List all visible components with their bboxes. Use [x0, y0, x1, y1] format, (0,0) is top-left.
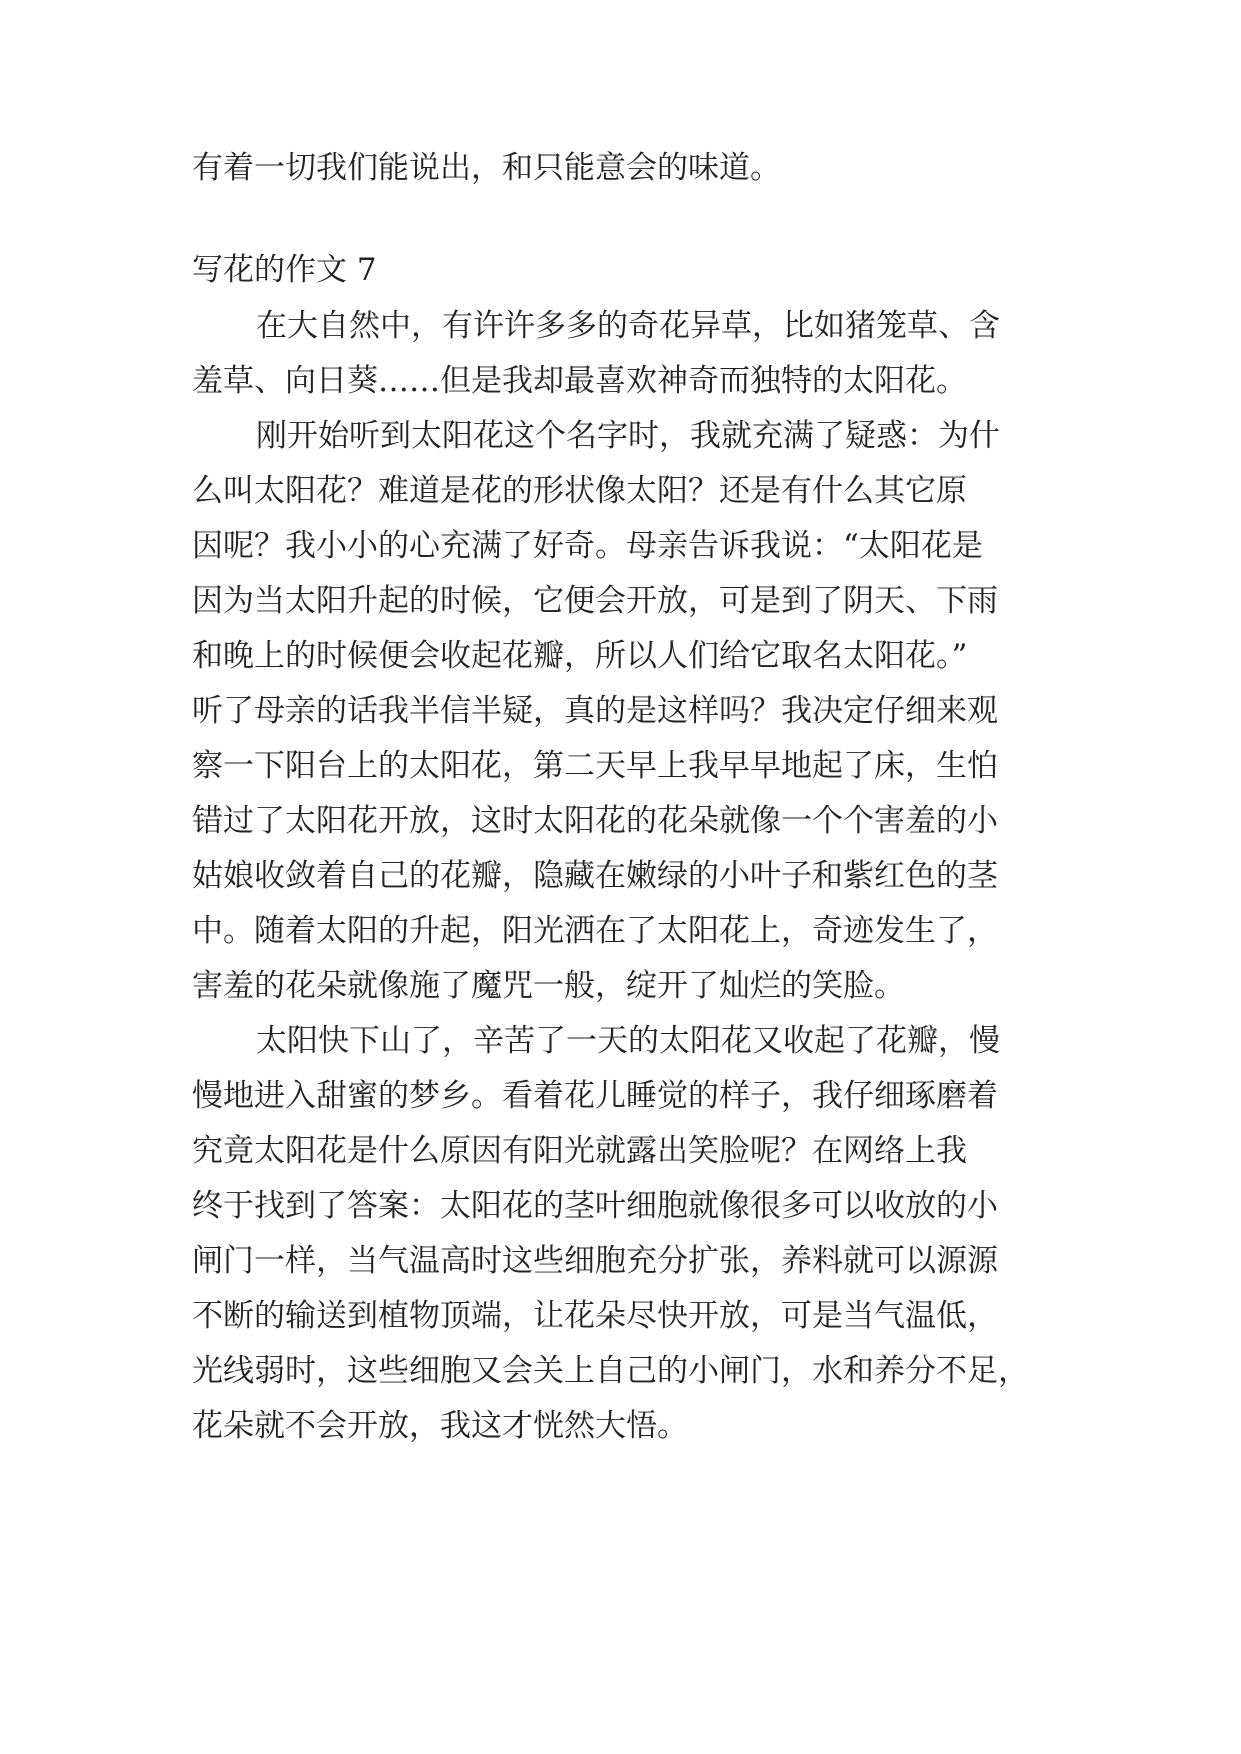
paragraph-1-line-1: 在大自然中，有许许多多的奇花异草，比如猪笼草、含 — [256, 308, 1000, 344]
intro-line: 有着一切我们能说出，和只能意会的味道。 — [192, 150, 781, 186]
paragraph-2-line-11: 害羞的花朵就像施了魔咒一般，绽开了灿烂的笑脸。 — [192, 968, 905, 1004]
paragraph-3-line-5: 闸门一样，当气温高时这些细胞充分扩张，养料就可以源源 — [192, 1243, 998, 1279]
paragraph-3-line-6: 不断的输送到植物顶端，让花朵尽快开放，可是当气温低， — [192, 1298, 998, 1334]
paragraph-2-line-10: 中。随着太阳的升起，阳光洒在了太阳花上，奇迹发生了， — [192, 913, 998, 949]
paragraph-2-line-8: 错过了太阳花开放，这时太阳花的花朵就像一个个害羞的小 — [192, 803, 998, 839]
paragraph-3-line-8: 花朵就不会开放，我这才恍然大悟。 — [192, 1408, 688, 1444]
paragraph-3-line-1: 太阳快下山了，辛苦了一天的太阳花又收起了花瓣，慢 — [256, 1023, 1000, 1059]
paragraph-2-line-6: 听了母亲的话我半信半疑，真的是这样吗？我决定仔细来观 — [192, 693, 998, 729]
paragraph-1-line-2: 羞草、向日葵……但是我却最喜欢神奇而独特的太阳花。 — [192, 363, 967, 399]
paragraph-3-line-4: 终于找到了答案：太阳花的茎叶细胞就像很多可以收放的小 — [192, 1188, 998, 1224]
paragraph-2-line-3: 因呢？我小小的心充满了好奇。母亲告诉我说：“太阳花是 — [192, 528, 983, 564]
paragraph-2-line-4: 因为当太阳升起的时候，它便会开放，可是到了阴天、下雨 — [192, 583, 998, 619]
paragraph-3-line-2: 慢地进入甜蜜的梦乡。看着花儿睡觉的样子，我仔细琢磨着 — [192, 1078, 998, 1114]
paragraph-2-line-7: 察一下阳台上的太阳花，第二天早上我早早地起了床，生怕 — [192, 748, 998, 784]
paragraph-2-line-2: 么叫太阳花？难道是花的形状像太阳？还是有什么其它原 — [192, 473, 967, 509]
paragraph-2-line-9: 姑娘收敛着自己的花瓣，隐藏在嫩绿的小叶子和紫红色的茎 — [192, 858, 998, 894]
paragraph-3-line-7: 光线弱时，这些细胞又会关上自己的小闸门，水和养分不足， — [192, 1353, 1029, 1389]
paragraph-2-line-5: 和晚上的时候便会收起花瓣，所以人们给它取名太阳花。” — [192, 638, 968, 674]
paragraph-3-line-3: 究竟太阳花是什么原因有阳光就露出笑脸呢？在网络上我 — [192, 1133, 967, 1169]
section-heading: 写花的作文 7 — [192, 252, 377, 288]
paragraph-2-line-1: 刚开始听到太阳花这个名字时，我就充满了疑惑：为什 — [256, 418, 1000, 454]
